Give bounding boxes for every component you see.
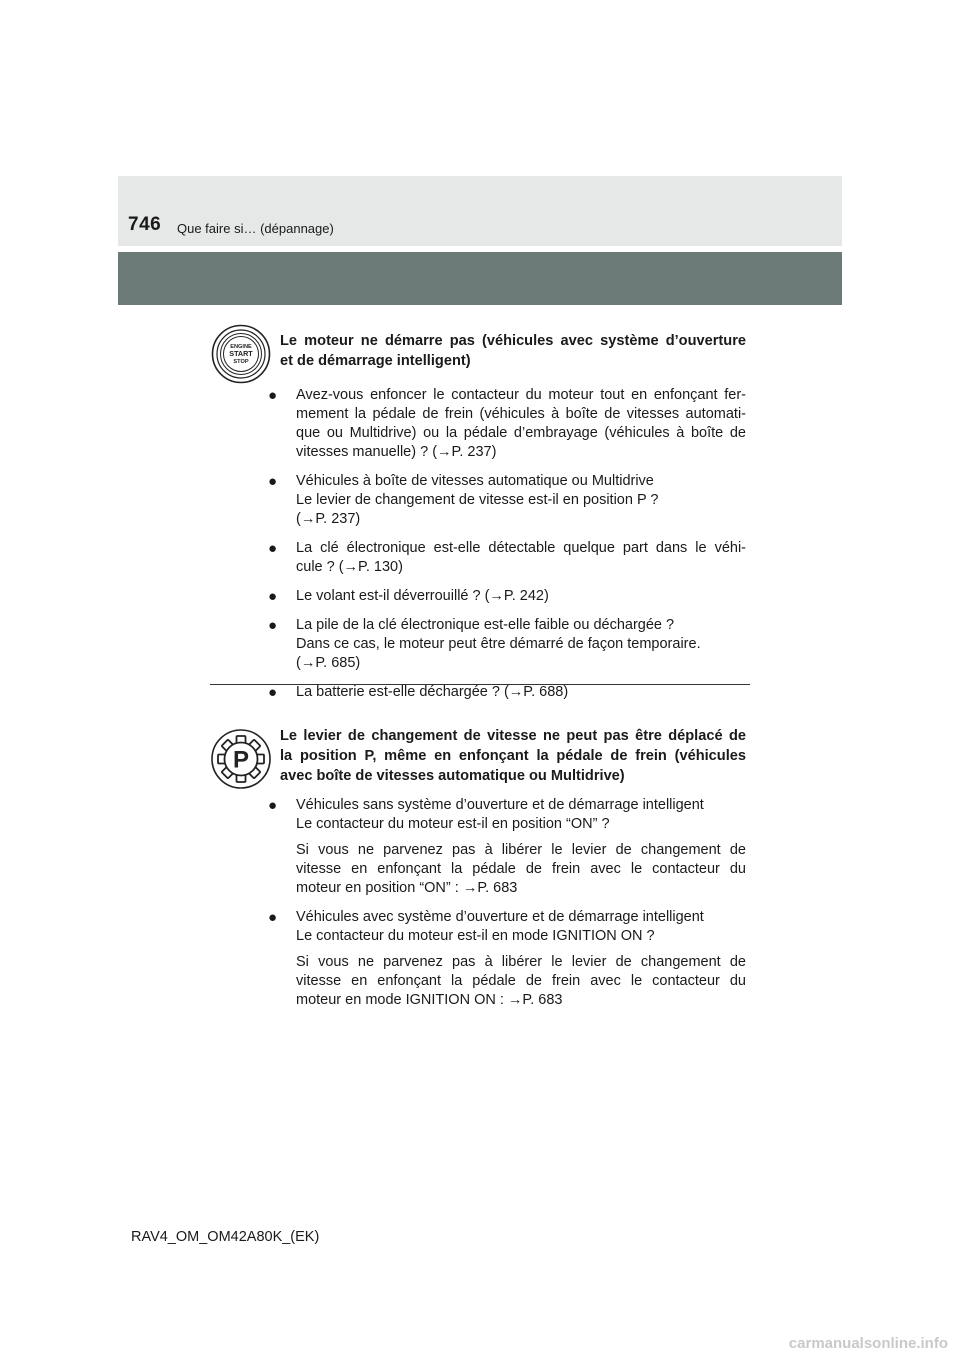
list-item: ● Avez-vous enfoncer le contacteur du moteur tout en enfonçant fer- mement la pédale de frein (véhicules à boîte de vitesses automati- que ou Multidrive) ou la pédale d’embrayage (véhicules à boîte de vitesses manuelle) ? (→P. 237) — [268, 387, 746, 460]
section-banner — [118, 252, 842, 305]
bullet-icon: ● — [268, 617, 278, 634]
bullet-icon: ● — [268, 909, 278, 926]
list-item: ● Véhicules sans système d’ouverture et de démarrage intelligent Le contacteur du moteur est-il en position “ON” ? Si vous ne parvenez pas à libérer le levier de changement de vitesse en enfonçant la pédale de frein avec le contacteur du moteur en position “ON” : →P. 683 — [268, 797, 746, 896]
p-gear-icon — [210, 728, 272, 790]
bullet-icon: ● — [268, 540, 278, 557]
list-item: ● La clé électronique est-elle détectable quelque part dans le véhi- cule ? (→P. 130) — [268, 540, 746, 575]
section-divider — [210, 684, 750, 685]
engine-start-stop-icon — [211, 324, 271, 384]
engine-label-1: ENGINE — [230, 344, 252, 350]
bullet-icon: ● — [268, 588, 278, 605]
section-heading: Le moteur ne démarre pas (véhicules avec système d’ouverture et de démarrage intelligent) — [280, 333, 746, 369]
bullet-icon: ● — [268, 473, 278, 490]
list-item: ● Véhicules à boîte de vitesses automatique ou Multidrive Le levier de changement de vitesse est-il en position P ? (→P. 237) — [268, 473, 659, 527]
page-number: 746 — [128, 214, 162, 235]
watermark: carmanualsonline.info — [788, 1335, 948, 1352]
bullet-icon: ● — [268, 684, 278, 701]
p-letter: P — [232, 746, 250, 774]
document-code: RAV4_OM_OM42A80K_(EK) — [131, 1229, 320, 1245]
list-item: ● La pile de la clé électronique est-elle faible ou déchargée ? Dans ce cas, le moteur peut être démarré de façon temporaire. (→P. 685) — [268, 617, 701, 671]
engine-label-2: START — [229, 349, 253, 358]
note-paragraph: Si vous ne parvenez pas à libérer le levier de changement de vitesse en enfonçant la pédale de frein avec le contacteur du moteur en position “ON” : →P. 683 — [296, 842, 746, 896]
section-engine-wont-start — [268, 331, 746, 702]
bullet-icon: ● — [268, 387, 278, 404]
section-heading: Le levier de changement de vitesse ne peut pas être déplacé de la position P, même en enfonçant la pédale de frein (véhicules avec boîte de vitesses automatique ou Multidrive) — [280, 728, 746, 784]
section-shift-lever-stuck — [268, 726, 746, 1010]
list-item: ● La batterie est-elle déchargée ? (→P. 688) — [268, 684, 569, 701]
engine-label-3: STOP — [233, 359, 249, 365]
list-item: ● Véhicules avec système d’ouverture et de démarrage intelligent Le contacteur du moteur est-il en mode IGNITION ON ? Si vous ne parvenez pas à libérer le levier de changement de vitesse en enfonçant la pédale de frein avec le contacteur du moteur en mode IGNITION ON : →P. 683 — [268, 909, 746, 1008]
list-item: ● Le volant est-il déverrouillé ? (→P. 242) — [268, 588, 549, 605]
running-title: Que faire si… (dépannage) — [177, 221, 334, 236]
bullet-icon: ● — [268, 797, 278, 814]
note-paragraph: Si vous ne parvenez pas à libérer le levier de changement de vitesse en enfonçant la pédale de frein avec le contacteur du moteur en mode IGNITION ON : →P. 683 — [296, 954, 746, 1008]
